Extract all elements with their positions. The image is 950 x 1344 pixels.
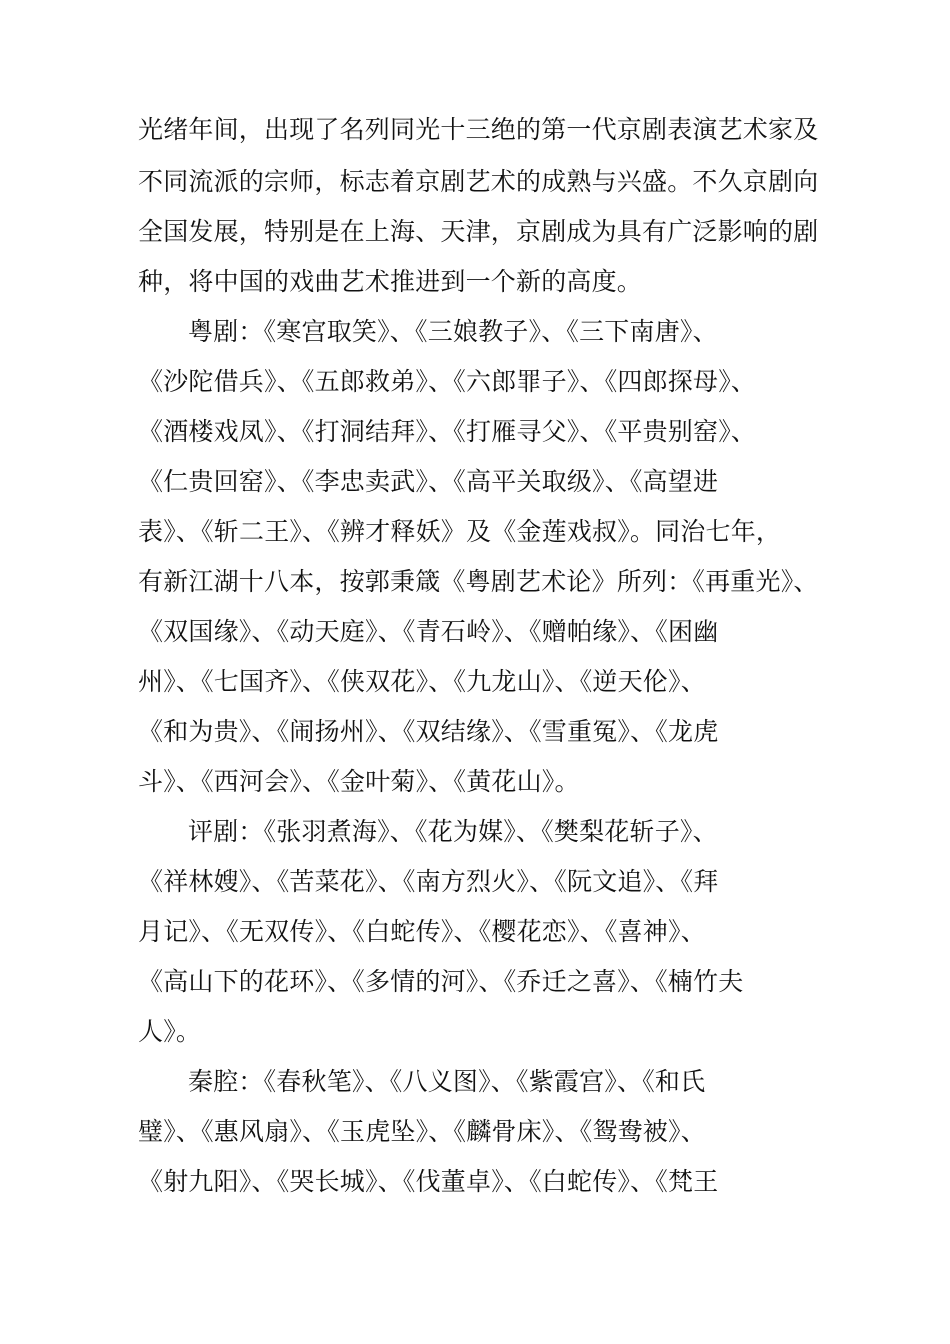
text-line: 《高山下的花环》、《多情的河》、《乔迁之喜》、《楠竹夫 xyxy=(138,967,744,996)
text-line: 《祥林嫂》、《苦菜花》、《南方烈火》、《阮文追》、《拜 xyxy=(138,867,719,896)
paragraph-start-line: 评剧：《张羽煮海》、《花为媒》、《樊梨花斩子》、 xyxy=(188,817,718,846)
text-line: 《射九阳》、《哭长城》、《伐董卓》、《白蛇传》、《梵王 xyxy=(138,1167,719,1196)
text-line: 州》、《七国齐》、《侠双花》、《九龙山》、《逆天伦》、 xyxy=(138,667,706,696)
text-line: 《酒楼戏凤》、《打洞结拜》、《打雁寻父》、《平贵别窑》、 xyxy=(138,417,757,446)
text-line: 《和为贵》、《闹扬州》、《双结缘》、《雪重冤》、《龙虎 xyxy=(138,717,719,746)
paragraph-start-line: 秦腔：《春秋笔》、《八义图》、《紫霞宫》、《和氏 xyxy=(188,1067,706,1096)
text-line: 有新江湖十八本，按郭秉箴《粤剧艺术论》所列：《再重光》、 xyxy=(138,567,819,596)
text-line: 璧》、《惠风扇》、《玉虎坠》、《麟骨床》、《鸳鸯被》、 xyxy=(138,1117,706,1146)
text-line: 全国发展，特别是在上海、天津，京剧成为具有广泛影响的剧 xyxy=(138,217,819,246)
text-line: 表》、《斩二王》、《辨才释妖》及《金莲戏叔》。同治七年， xyxy=(138,517,782,546)
text-line: 斗》、《西河会》、《金叶菊》、《黄花山》。 xyxy=(138,767,580,796)
paragraph-start-line: 粤剧：《寒宫取笑》、《三娘教子》、《三下南唐》、 xyxy=(188,317,718,346)
text-line: 《仁贵回窑》、《李忠卖武》、《高平关取级》、《高望进 xyxy=(138,467,719,496)
text-line: 种，将中国的戏曲艺术推进到一个新的高度。 xyxy=(138,267,643,296)
text-line: 《沙陀借兵》、《五郎救弟》、《六郎罪子》、《四郎探母》、 xyxy=(138,367,757,396)
text-line: 《双国缘》、《动天庭》、《青石岭》、《赠帕缘》、《困幽 xyxy=(138,617,719,646)
text-line: 光绪年间，出现了名列同光十三绝的第一代京剧表演艺术家及 xyxy=(138,115,819,144)
text-line: 不同流派的宗师，标志着京剧艺术的成熟与兴盛。不久京剧向 xyxy=(138,167,819,196)
text-line: 人》。 xyxy=(138,1017,202,1046)
text-line: 月记》、《无双传》、《白蛇传》、《樱花恋》、《喜神》、 xyxy=(138,917,706,946)
